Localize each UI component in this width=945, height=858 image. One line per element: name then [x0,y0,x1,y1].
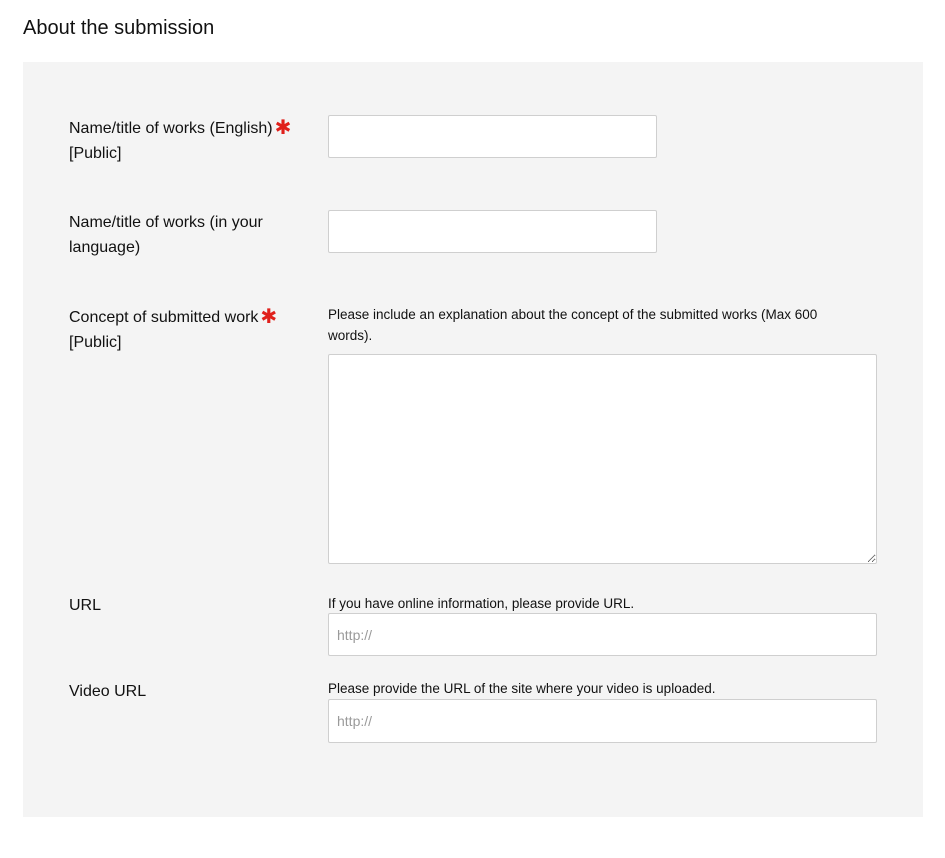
concept-help-text [328,304,817,346]
video-url-label: Video URL [69,683,147,700]
name-en-public-tag: [Public] [69,145,122,162]
name-en-label-text: Name/title of works (English) [69,120,273,137]
concept-help-line1: Please include an explanation about the concept of the submitted works (Max 600 [328,307,818,322]
concept-textarea[interactable] [328,354,877,564]
required-asterisk-icon: ✱ [274,117,292,139]
concept-public-tag: [Public] [69,334,122,351]
url-input[interactable] [328,613,877,656]
page-title: About the submission [23,17,215,39]
name-local-label-line2: language) [69,239,141,256]
url-help-text: If you have online information, please provide URL. [328,596,635,611]
name-local-label-line1: Name/title of works (in your [69,214,263,231]
name-en-input[interactable] [328,115,657,158]
name-en-label [69,115,309,166]
url-label: URL [69,597,102,614]
video-url-help-text: Please provide the URL of the site where your video is uploaded. [328,681,716,696]
concept-help-line2: words). [328,328,373,343]
concept-label [69,304,309,355]
video-url-input[interactable] [328,699,877,743]
name-local-label [69,210,309,260]
concept-label-text: Concept of submitted work [69,309,259,326]
name-local-input[interactable] [328,210,657,253]
required-asterisk-icon: ✱ [260,306,278,328]
